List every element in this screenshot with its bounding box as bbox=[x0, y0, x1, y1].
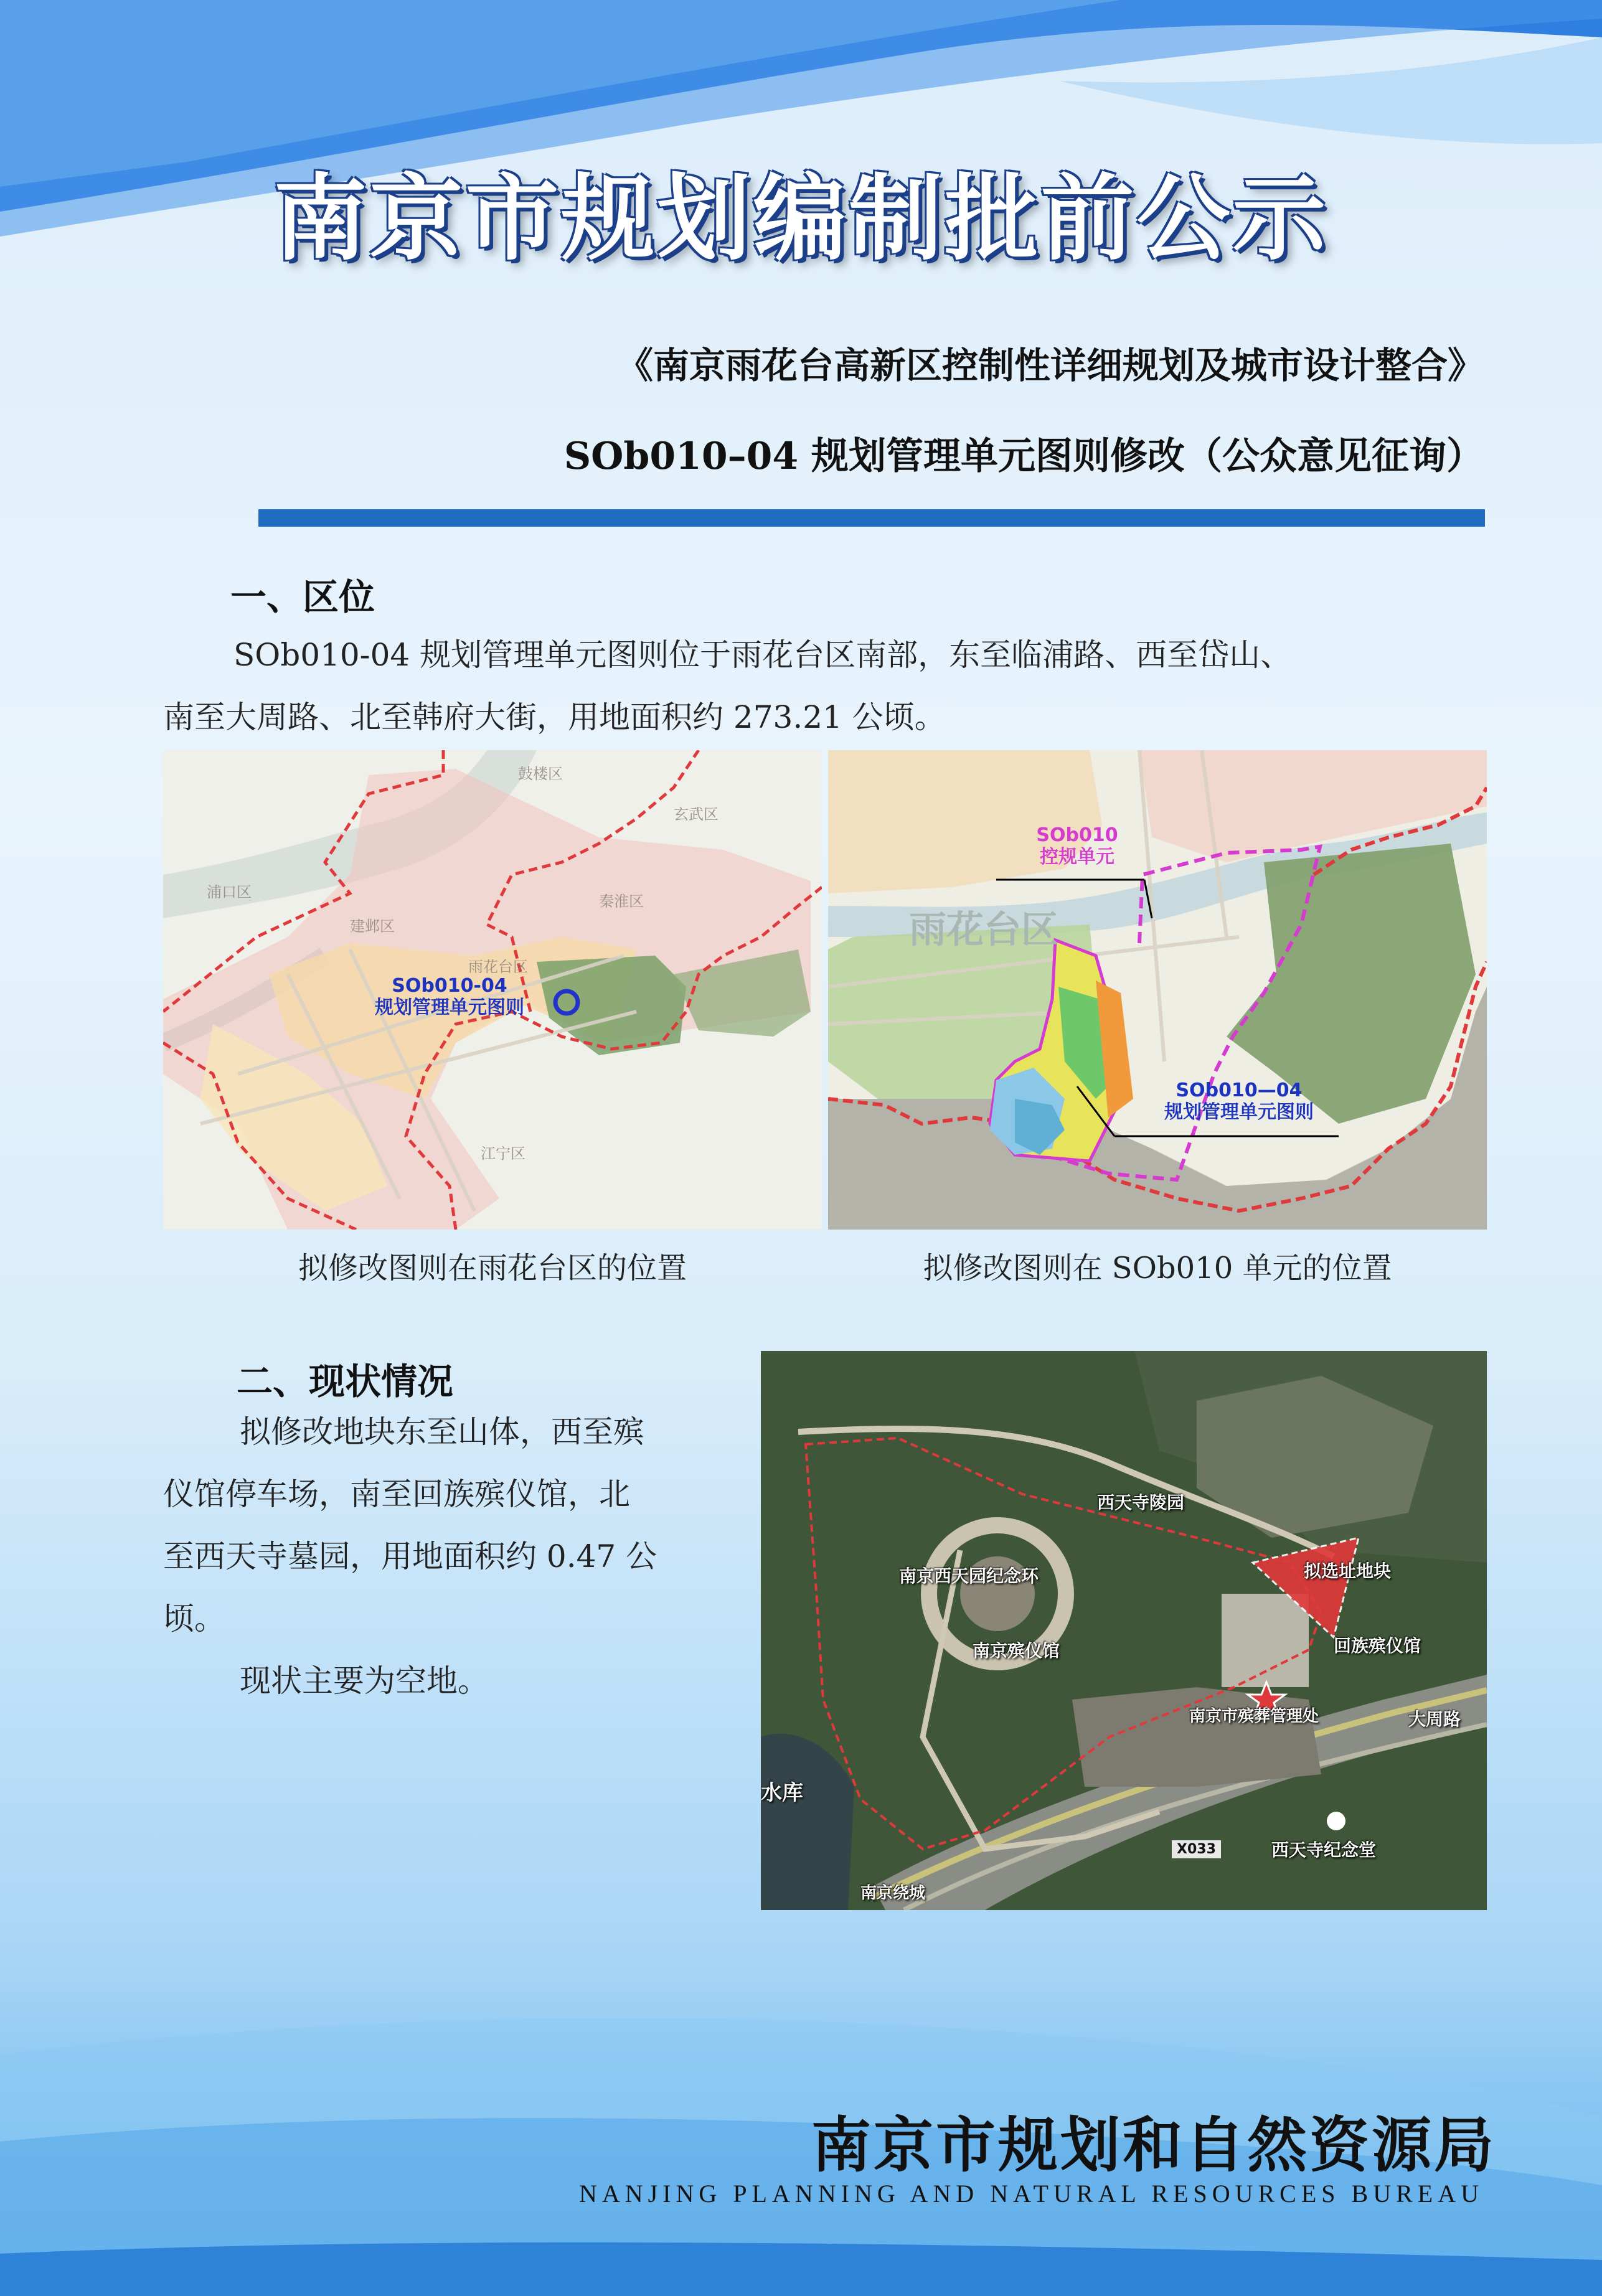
right-map-unit-label: SOb010 控规单元 bbox=[1036, 824, 1118, 868]
photo-label-memorial-ring: 南京西天园纪念环 bbox=[899, 1566, 1039, 1586]
site-satellite-image bbox=[761, 1351, 1487, 1910]
photo-label-road: 大周路 bbox=[1408, 1709, 1461, 1729]
main-title: 南京市规划编制批前公示 bbox=[273, 165, 1329, 273]
section2-paragraph-line2: 仪馆停车场，南至回族殡仪馆，北 bbox=[163, 1476, 630, 1512]
unit-map-graphic bbox=[828, 750, 1487, 1230]
right-map-caption: 拟修改图则在 SOb010 单元的位置 bbox=[923, 1251, 1392, 1286]
section2-heading: 二、现状情况 bbox=[237, 1360, 454, 1403]
photo-label-memorial-hall: 西天寺纪念堂 bbox=[1271, 1840, 1377, 1860]
title-divider bbox=[258, 509, 1485, 527]
photo-label-route: X033 bbox=[1172, 1840, 1221, 1858]
district-location-map bbox=[163, 750, 822, 1230]
section1-heading: 一、区位 bbox=[230, 576, 375, 618]
memorial-hall-pin-icon bbox=[1327, 1812, 1345, 1830]
photo-label-cemetery: 西天寺陵园 bbox=[1097, 1492, 1185, 1513]
district-label-xuanwu: 玄武区 bbox=[674, 806, 719, 823]
section2-paragraph-2: 现状主要为空地。 bbox=[240, 1663, 489, 1699]
section1-paragraph-line2: 南至大周路、北至韩府大街，用地面积约 273.21 公顷。 bbox=[163, 699, 946, 735]
bureau-name-cn: 南京市规划和自然资源局 bbox=[811, 2110, 1496, 2180]
district-label-gulou: 鼓楼区 bbox=[518, 765, 563, 783]
left-map-marker-label: SOb010-04 规划管理单元图则 bbox=[375, 975, 524, 1019]
right-map-district-label: 雨花台区 bbox=[909, 908, 1058, 952]
left-map-caption: 拟修改图则在雨花台区的位置 bbox=[298, 1251, 687, 1286]
photo-label-expressway: 南京绕城 bbox=[860, 1884, 926, 1903]
right-map-plan-label: SOb010—04 规划管理单元图则 bbox=[1164, 1080, 1314, 1123]
photo-label-management-office: 南京市殡葬管理处 bbox=[1189, 1707, 1319, 1726]
district-label-yuhuatai: 雨花台区 bbox=[468, 958, 528, 976]
photo-label-hui-funeral-home: 回族殡仪馆 bbox=[1334, 1635, 1421, 1656]
photo-label-funeral-home: 南京殡仪馆 bbox=[973, 1640, 1060, 1661]
unit-location-map bbox=[828, 750, 1487, 1230]
section2-paragraph-line4: 顷。 bbox=[163, 1601, 225, 1637]
photo-label-reservoir: 水库 bbox=[761, 1781, 803, 1805]
bureau-name-en: NANJING PLANNING AND NATURAL RESOURCES BUREAU bbox=[578, 2180, 1484, 2208]
plan-title: 《南京雨花台高新区控制性详细规划及城市设计整合》 bbox=[616, 344, 1484, 387]
district-label-jiangning: 江宁区 bbox=[481, 1145, 525, 1162]
section2-paragraph-line3: 至西天寺墓园，用地面积约 0.47 公 bbox=[163, 1538, 657, 1574]
plan-subtitle: SOb010–04 规划管理单元图则修改（公众意见征询） bbox=[563, 435, 1484, 478]
district-label-pukou: 浦口区 bbox=[207, 883, 252, 901]
satellite-graphic bbox=[761, 1351, 1487, 1910]
section1-paragraph-line1: SOb010-04 规划管理单元图则位于雨花台区南部，东至临浦路、西至岱山、 bbox=[233, 637, 1292, 673]
section2-paragraph-line1: 拟修改地块东至山体，西至殡 bbox=[240, 1414, 644, 1450]
district-label-qinhuai: 秦淮区 bbox=[599, 893, 644, 910]
district-label-jianye: 建邺区 bbox=[350, 918, 395, 935]
photo-label-site: 拟选址地块 bbox=[1304, 1561, 1392, 1581]
